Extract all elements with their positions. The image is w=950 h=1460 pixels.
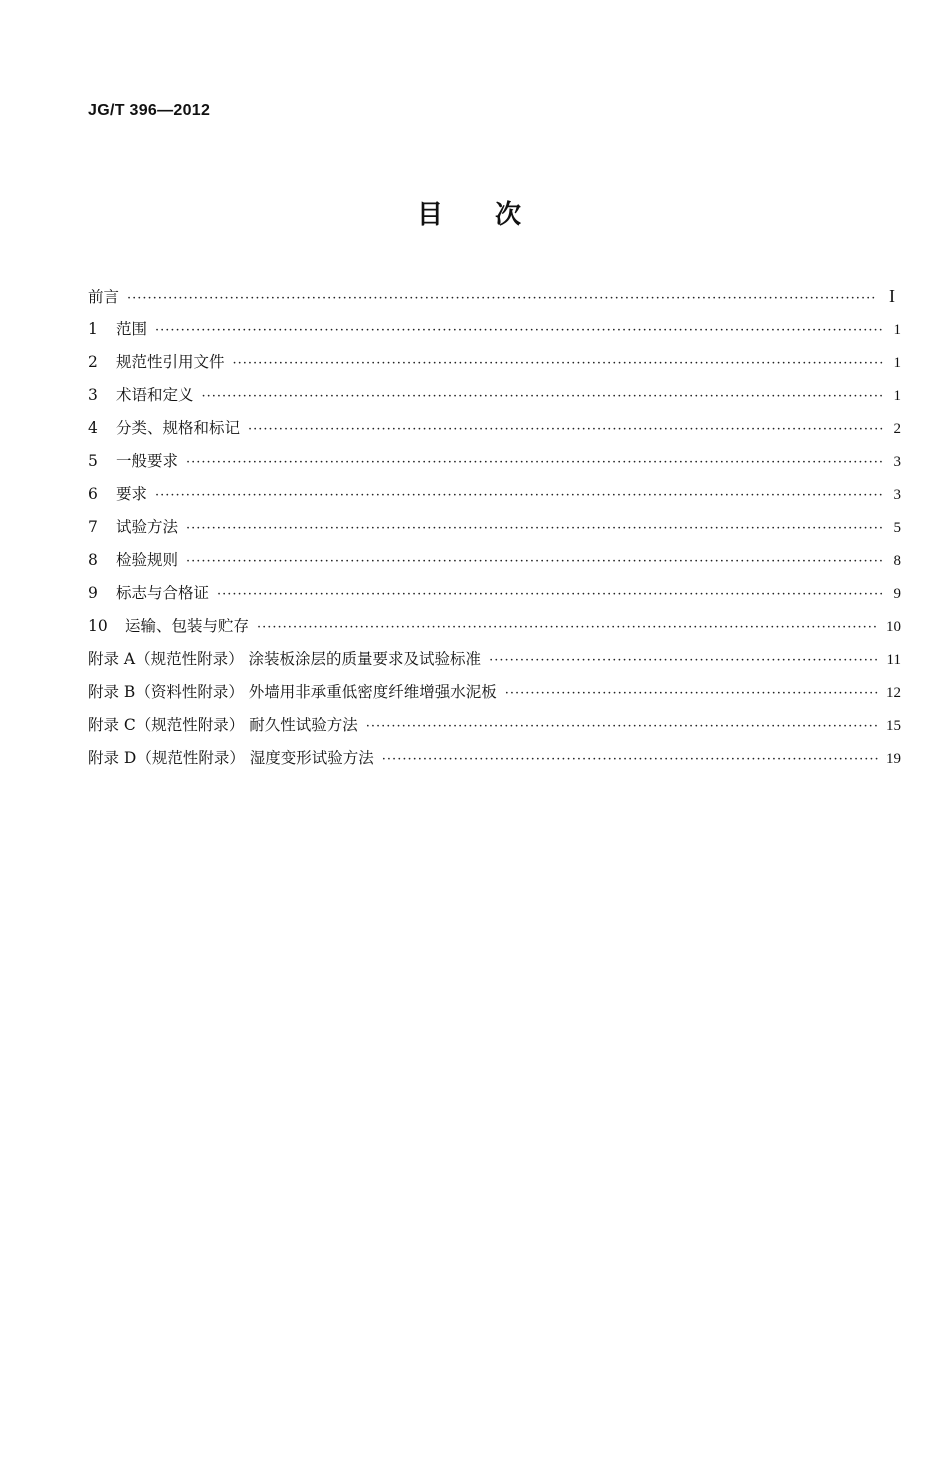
toc-entry-page: 1: [893, 388, 901, 404]
toc-entry-page: 19: [886, 751, 901, 767]
toc-entry-page: 1: [893, 355, 901, 371]
table-of-contents: [88, 280, 901, 775]
toc-entry-page: 15: [886, 718, 901, 734]
toc-leader-dots: [127, 282, 877, 315]
toc-leader-dots: [489, 644, 878, 677]
toc-entry-number: 7: [88, 518, 98, 536]
toc-leader-dots: [217, 578, 883, 611]
toc-entry-page: 10: [886, 619, 901, 635]
toc-entry-3[interactable]: [88, 379, 901, 412]
toc-leader-dots: [186, 545, 883, 578]
toc-entry-label: 运输、包装与贮存: [125, 617, 250, 635]
toc-entry-9[interactable]: [88, 577, 901, 610]
toc-entry-number: 8: [88, 551, 98, 569]
toc-entry-number: 9: [88, 584, 98, 602]
toc-entry-page: 3: [893, 454, 901, 470]
toc-entry-label: 规范性引用文件: [116, 353, 225, 371]
toc-entry-number: 2: [88, 353, 98, 371]
toc-entry-appendix-a[interactable]: [88, 643, 901, 676]
toc-entry-5[interactable]: [88, 445, 901, 478]
toc-leader-dots: [155, 479, 883, 512]
toc-entry-7[interactable]: [88, 511, 901, 544]
toc-entry-page: 3: [893, 487, 901, 503]
page-title: 目次: [416, 200, 573, 230]
toc-entry-page: 9: [893, 586, 901, 602]
toc-entry-appendix-d[interactable]: [88, 742, 901, 775]
toc-entry-10[interactable]: [88, 610, 901, 643]
toc-entry-6[interactable]: [88, 478, 901, 511]
toc-leader-dots: [505, 677, 878, 710]
toc-leader-dots: [186, 446, 883, 479]
toc-entry-label: 前言: [88, 288, 120, 306]
toc-entry-label: 一般要求: [116, 452, 179, 470]
toc-entry-8[interactable]: [88, 544, 901, 577]
toc-entry-page: 11: [886, 652, 901, 668]
toc-entry-label: 试验方法: [116, 518, 179, 536]
toc-entry-label: 附录 C（规范性附录） 耐久性试验方法: [88, 716, 358, 734]
toc-entry-label: 附录 A（规范性附录） 涂装板涂层的质量要求及试验标准: [88, 650, 482, 668]
toc-entry-page: I: [889, 286, 895, 306]
toc-entry-foreword[interactable]: [88, 280, 901, 313]
toc-entry-appendix-b[interactable]: [88, 676, 901, 709]
toc-entry-label: 要求: [116, 485, 148, 503]
toc-leader-dots: [202, 380, 883, 413]
toc-entry-label: 标志与合格证: [116, 584, 210, 602]
toc-entry-page: 12: [886, 685, 901, 701]
toc-entry-4[interactable]: [88, 412, 901, 445]
toc-entry-2[interactable]: [88, 346, 901, 379]
document-code: JG/T 396—2012: [88, 102, 211, 119]
toc-leader-dots: [248, 413, 883, 446]
toc-entry-number: 1: [88, 320, 98, 338]
toc-leader-dots: [382, 743, 878, 776]
toc-entry-label: 术语和定义: [116, 386, 194, 404]
toc-entry-appendix-c[interactable]: [88, 709, 901, 742]
toc-leader-dots: [366, 710, 878, 743]
toc-leader-dots: [233, 347, 883, 380]
toc-leader-dots: [155, 314, 883, 347]
toc-leader-dots: [186, 512, 883, 545]
toc-entry-page: 1: [893, 322, 901, 338]
toc-entry-label: 检验规则: [116, 551, 179, 569]
toc-entry-number: 3: [88, 386, 98, 404]
toc-entry-number: 4: [88, 419, 98, 437]
toc-entry-label: 附录 B（资料性附录） 外墙用非承重低密度纤维增强水泥板: [88, 683, 497, 701]
toc-entry-number: 6: [88, 485, 98, 503]
toc-entry-label: 范围: [116, 320, 148, 338]
toc-entry-label: 附录 D（规范性附录） 湿度变形试验方法: [88, 749, 374, 767]
toc-entry-page: 2: [893, 421, 901, 437]
toc-entry-page: 8: [893, 553, 901, 569]
toc-entry-page: 5: [893, 520, 901, 536]
toc-entry-number: 5: [88, 452, 98, 470]
toc-entry-number: 10: [88, 617, 108, 635]
toc-leader-dots: [257, 611, 878, 644]
toc-entry-label: 分类、规格和标记: [116, 419, 241, 437]
toc-entry-1[interactable]: [88, 313, 901, 346]
